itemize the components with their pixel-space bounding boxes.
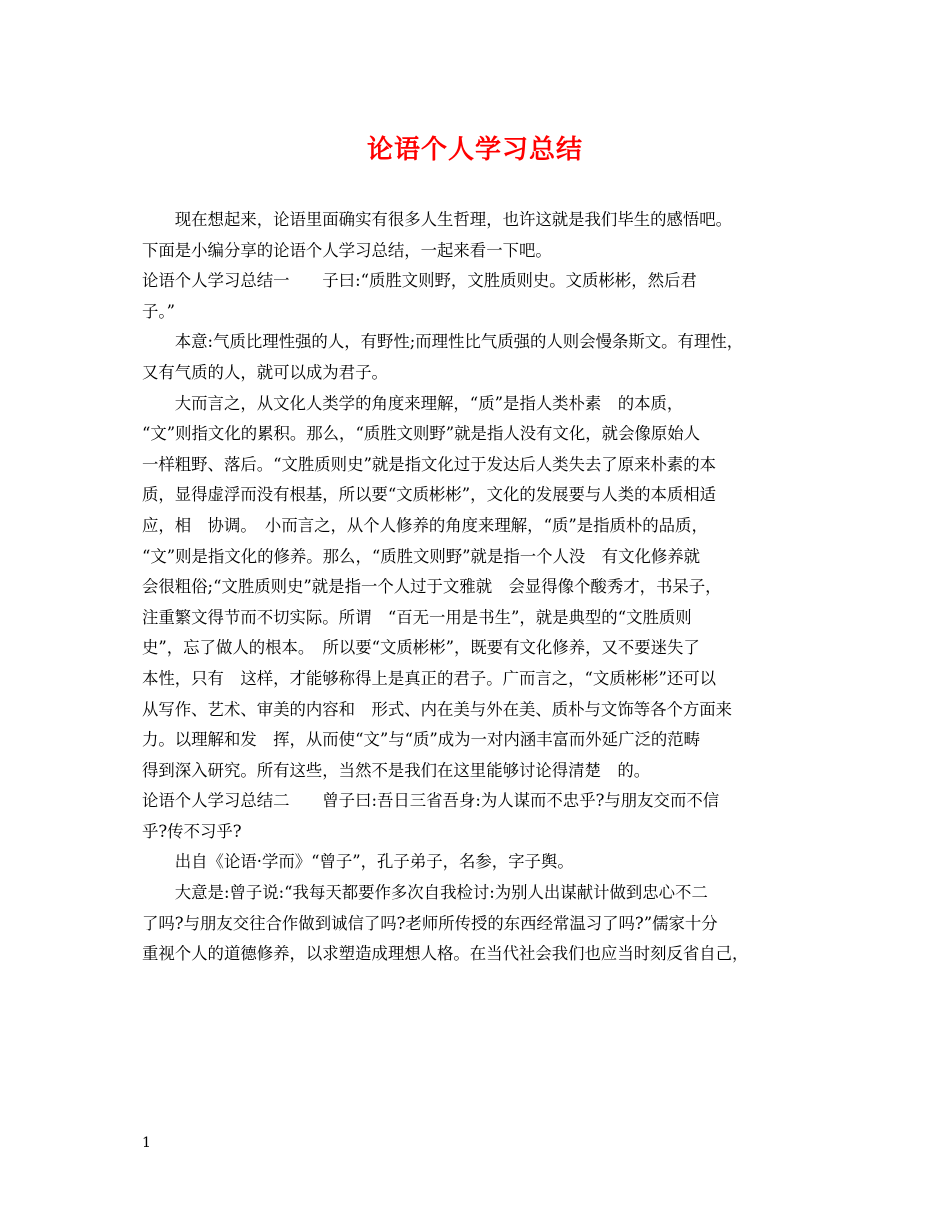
body-line: 论语个人学习总结二 曾子曰:吾日三省吾身:为人谋而不忠乎?与朋友交而不信 [142, 791, 720, 811]
body-line: 大意是:曾子说:“我每天都要作多次自我检讨:为别人出谋献计做到忠心不二 [142, 883, 708, 903]
body-line: 注重繁文得节而不切实际。所谓 “百无一用是书生”，就是典型的“文胜质则 [142, 607, 692, 627]
body-line: 重视个人的道德修养，以求塑造成理想人格。在当代社会我们也应当时刻反省自己， [142, 944, 749, 964]
body-line: 会很粗俗;“文胜质则史”就是指一个人过于文雅就 会显得像个酸秀才，书呆子， [142, 577, 722, 597]
body-line: 应，相 协调。 小而言之，从个人修养的角度来理解，“质”是指质朴的品质， [142, 515, 708, 535]
body-line: 得到深入研究。所有这些，当然不是我们在这里能够讨论得清楚 的。 [142, 760, 651, 780]
document-title: 论语个人学习总结 [366, 135, 583, 165]
body-line: 出自《论语·学而》“曾子”，孔子弟子，名参，字子舆。 [142, 852, 574, 872]
body-line: 本性，只有 这样，才能够称得上是真正的君子。广而言之，“文质彬彬”还可以 [142, 668, 717, 688]
body-line: “文”则指文化的累积。那么，“质胜文则野”就是指人没有文化，就会像原始人 [142, 424, 701, 444]
body-line: 子。” [142, 301, 175, 321]
body-line: 论语个人学习总结一 子曰:“质胜文则野，文胜质则史。文质彬彬，然后君 [142, 271, 697, 291]
body-line: 大而言之，从文化人类学的角度来理解，“质”是指人类朴素 的本质， [142, 393, 684, 413]
body-line: “文”则是指文化的修养。那么，“质胜文则野”就是指一个人没 有文化修养就 [142, 546, 701, 566]
body-line: 现在想起来，论语里面确实有很多人生哲理，也许这就是我们毕生的感悟吧。 [142, 210, 733, 229]
body-line: 力。以理解和发 挥，从而使“文”与“质”成为一对内涵丰富而外延广泛的范畴 [142, 730, 701, 750]
body-line: 质，显得虚浮而没有根基，所以要“文质彬彬”，文化的发展要与人类的本质相适 [142, 485, 717, 505]
document-body [142, 205, 822, 970]
body-line: 史”，忘了做人的根本。 所以要“文质彬彬”，既要有文化修养，又不要迷失了 [142, 638, 700, 658]
body-line: 一样粗野、落后。“文胜质则史”就是指文化过于发达后人类失去了原来朴素的本 [142, 454, 717, 474]
body-line: 从写作、艺术、审美的内容和 形式、内在美与外在美、质朴与文饰等各个方面来 [142, 699, 733, 719]
body-line: 下面是小编分享的论语个人学习总结，一起来看一下吧。 [142, 240, 552, 260]
body-line: 又有气质的人，就可以成为君子。 [142, 362, 388, 382]
body-line: 了吗?与朋友交往合作做到诚信了吗?老师所传授的东西经常温习了吗?”儒家十分 [142, 913, 718, 933]
body-line: 乎?传不习乎? [142, 821, 242, 841]
body-line: 本意:气质比理性强的人，有野性;而理性比气质强的人则会慢条斯文。有理性， [142, 332, 744, 352]
page-number: 1 [142, 1135, 151, 1151]
